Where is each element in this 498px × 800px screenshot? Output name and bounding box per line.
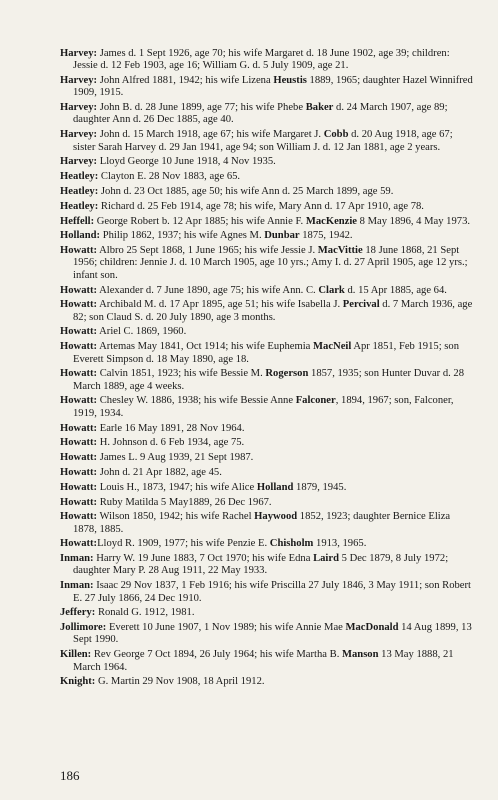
entry-text: John d. 21 Apr 1882, age 45. [97, 466, 222, 478]
entry-bold-name: Howatt: [60, 395, 98, 407]
entry-text: 14 Aug 1899, 13 Sept 1990. [73, 622, 472, 646]
entry-bold-name: Howatt: [60, 284, 98, 296]
entry-text: John d. 23 Oct 1885, age 50; his wife Ann d. 25 March 1899, age 59. [98, 185, 394, 197]
entry-bold-name: Killen: [60, 649, 92, 661]
entry-text: Isaac 29 Nov 1837, 1 Feb 1916; his wife Priscilla 27 July 1846, 3 May 1911; son Robert E. 27 July 1866, 24 Dec 1910. [73, 580, 471, 604]
entry-text: 13 May 1888, 21 March 1964. [73, 649, 454, 673]
entry [60, 437, 474, 449]
entry-bold-name: Howatt: [60, 466, 98, 478]
entry-bold-name: Rogerson [265, 368, 309, 380]
entry-text: , 1894, 1967; son, Falconer, 1919, 1934. [73, 395, 454, 419]
entry-text: Alexander d. 7 June 1890, age 75; his wife Ann. C. [97, 284, 319, 296]
entry-text: Rev George 7 Oct 1894, 26 July 1964; his wife Martha B. [91, 649, 342, 661]
entry [60, 216, 474, 228]
entry [60, 48, 474, 73]
entry-text: d. 15 Apr 1885, age 64. [344, 284, 447, 296]
entry [60, 326, 474, 338]
entry-bold-name: Harvey: [60, 75, 98, 87]
entry [60, 186, 474, 198]
entry [60, 497, 474, 509]
entry-bold-name: Percival [342, 299, 380, 311]
entry-text: 1875, 1942. [299, 230, 353, 242]
entry-text: John Alfred 1881, 1942; his wife Lizena [97, 75, 274, 87]
entry [60, 622, 474, 647]
entry-text: 5 Dec 1879, 8 July 1972; daughter Mary P. 28 Aug 1911, 22 May 1933. [73, 553, 449, 577]
entry [60, 482, 474, 494]
entry-bold-name: Howatt: [60, 481, 98, 493]
entry-bold-name: Heatley: [60, 171, 99, 183]
entry-text: Ruby Matilda 5 May1889, 26 Dec 1967. [97, 496, 272, 508]
entry [60, 75, 474, 100]
entry-text: 1889, 1965; daughter Hazel Winnifred 1909, 1915. [73, 75, 473, 99]
page-body [60, 48, 474, 691]
entry-text: Richard d. 25 Feb 1914, age 78; his wife, Mary Ann d. 17 Apr 1910, age 78. [98, 200, 424, 212]
entry-text: Philip 1862, 1937; his wife Agnes M. [100, 230, 265, 242]
entry-text: John B. d. 28 June 1899, age 77; his wife Phebe [97, 102, 306, 114]
entry [60, 230, 474, 242]
entry-bold-name: Manson [342, 649, 379, 661]
entry-text: Clayton E. 28 Nov 1883, age 65. [98, 171, 241, 183]
entry-text: Archibald M. d. 17 Apr 1895, age 51; his wife Isabella J. [97, 299, 343, 311]
entry-text: Calvin 1851, 1923; his wife Bessie M. [97, 368, 266, 380]
entry-text: Artemas May 1841, Oct 1914; his wife Euphemia [97, 341, 314, 353]
entry-bold-name: Harvey: [60, 156, 98, 168]
entry-bold-name: Howatt: [60, 538, 98, 550]
entry-text: Chesley W. 1886, 1938; his wife Bessie Anne [97, 395, 296, 407]
entry-bold-name: Harvey: [60, 48, 98, 59]
entry [60, 607, 474, 619]
entry-bold-name: Howatt: [60, 496, 98, 508]
entry [60, 156, 474, 168]
entry [60, 676, 474, 688]
entry-text: George Robert b. 12 Apr 1885; his wife Annie F. [94, 215, 306, 227]
entry-bold-name: Howatt: [60, 299, 98, 311]
entry-bold-name: Haywood [254, 511, 298, 523]
entry-text: 1913, 1965. [313, 538, 367, 550]
entry-text: 1879, 1945. [293, 481, 347, 493]
entry [60, 285, 474, 297]
entry-bold-name: Cobb [323, 129, 349, 141]
entry-text: Apr 1851, Feb 1915; son Everett Simpson d. 18 May 1890, age 18. [73, 341, 460, 365]
entry-text: d. 7 March 1936, age 82; son Claud S. d. 20 July 1890, age 3 months. [73, 299, 473, 323]
entry [60, 129, 474, 154]
entry-text: d. 20 Aug 1918, age 67; sister Sarah Harvey d. 29 Jan 1941, age 94; son William J. d. 12 Jan 1881, age 2 years. [73, 129, 453, 153]
entry [60, 299, 474, 324]
entry-bold-name: Heffell: [60, 215, 95, 227]
entry-text: Louis H., 1873, 1947; his wife Alice [97, 481, 257, 493]
entry-bold-name: Howatt: [60, 326, 98, 338]
entry-text: Everett 10 June 1907, 1 Nov 1989; his wife Annie Mae [106, 622, 346, 634]
entry [60, 368, 474, 393]
entry [60, 467, 474, 479]
entry [60, 102, 474, 127]
entry-text: Ariel C. 1869, 1960. [97, 326, 187, 338]
entry-text: Earle 16 May 1891, 28 Nov 1964. [97, 422, 245, 434]
entry-bold-name: Clark [318, 284, 345, 296]
entry-text: James d. 1 Sept 1926, age 70; his wife Margaret d. 18 June 1902, age 39; children: Jessie d. 12 Feb 1903, age 16; William G. d. 5 July 1909, age 21. [73, 48, 450, 72]
entry-bold-name: Howatt: [60, 422, 98, 434]
entry-text: Lloyd R. 1909, 1977; his wife Penzie E. [97, 538, 270, 550]
entry-bold-name: Howatt: [60, 511, 98, 523]
entry-bold-name: Falconer [295, 395, 336, 407]
entry-bold-name: MacVittie [317, 245, 363, 257]
entry-bold-name: Howatt: [60, 341, 98, 353]
entry-text: Ronald G. 1912, 1981. [95, 607, 195, 619]
entry-text: G. Martin 29 Nov 1908, 18 April 1912. [95, 676, 265, 688]
entry-bold-name: MacKenzie [305, 215, 358, 227]
entry [60, 580, 474, 605]
entry-bold-name: Heatley: [60, 185, 99, 197]
entry-bold-name: Inman: [60, 580, 94, 592]
entry-bold-name: Heustis [273, 75, 307, 87]
entry-text: 1852, 1923; daughter Bernice Eliza 1878, 1885. [73, 511, 451, 535]
entry [60, 452, 474, 464]
entry-bold-name: Howatt: [60, 437, 98, 449]
entry [60, 201, 474, 213]
entry-bold-name: Howatt: [60, 245, 98, 257]
entry-bold-name: Holland: [60, 230, 101, 242]
entry-text: 8 May 1896, 4 May 1973. [357, 215, 471, 227]
entry-bold-name: Jeffery: [60, 607, 96, 619]
entry [60, 171, 474, 183]
entry-bold-name: MacDonald [345, 622, 399, 634]
entry-bold-name: Knight: [60, 676, 96, 688]
entry-text: John d. 15 March 1918, age 67; his wife Margaret J. [97, 129, 324, 141]
entry-bold-name: Inman: [60, 553, 94, 565]
entry-bold-name: Laird [313, 553, 339, 565]
entry-bold-name: Baker [305, 102, 334, 114]
entry [60, 511, 474, 536]
entry-bold-name: Howatt: [60, 452, 98, 464]
entry-bold-name: Howatt: [60, 368, 98, 380]
entry-text: d. 24 March 1907, age 89; daughter Ann d. 26 Dec 1885, age 40. [73, 102, 448, 126]
entry-bold-name: Heatley: [60, 200, 99, 212]
entry [60, 245, 474, 282]
entry [60, 395, 474, 420]
entry-text: Wilson 1850, 1942; his wife Rachel [97, 511, 255, 523]
entry-bold-name: MacNeil [313, 341, 352, 353]
entry-bold-name: Jollimore: [60, 622, 107, 634]
entry-bold-name: Chisholm [269, 538, 314, 550]
entry-bold-name: Dunbar [264, 230, 300, 242]
entry-bold-name: Holland [256, 481, 294, 493]
entry-text: James L. 9 Aug 1939, 21 Sept 1987. [97, 452, 254, 464]
entry [60, 538, 474, 550]
entry [60, 341, 474, 366]
entry-bold-name: Harvey: [60, 102, 98, 114]
entry [60, 553, 474, 578]
entry [60, 649, 474, 674]
entry-text: Harry W. 19 June 1883, 7 Oct 1970; his wife Edna [93, 553, 314, 565]
entry [60, 423, 474, 435]
entry-text: 18 June 1868, 21 Sept 1956; children: Jennie J. d. 10 March 1905, age 10 yrs.; Amy I. d. 27 April 1905, age 12 yrs.; infant son. [73, 245, 468, 281]
entry-bold-name: Harvey: [60, 129, 98, 141]
entry-text: Lloyd George 10 June 1918, 4 Nov 1935. [97, 156, 276, 168]
entry-text: 1857, 1935; son Hunter Duvar d. 28 March 1889, age 4 weeks. [73, 368, 465, 392]
entry-text: H. Johnson d. 6 Feb 1934, age 75. [97, 437, 245, 449]
entry-text: Albro 25 Sept 1868, 1 June 1965; his wife Jessie J. [97, 245, 318, 257]
page-number: 186 [60, 768, 80, 783]
